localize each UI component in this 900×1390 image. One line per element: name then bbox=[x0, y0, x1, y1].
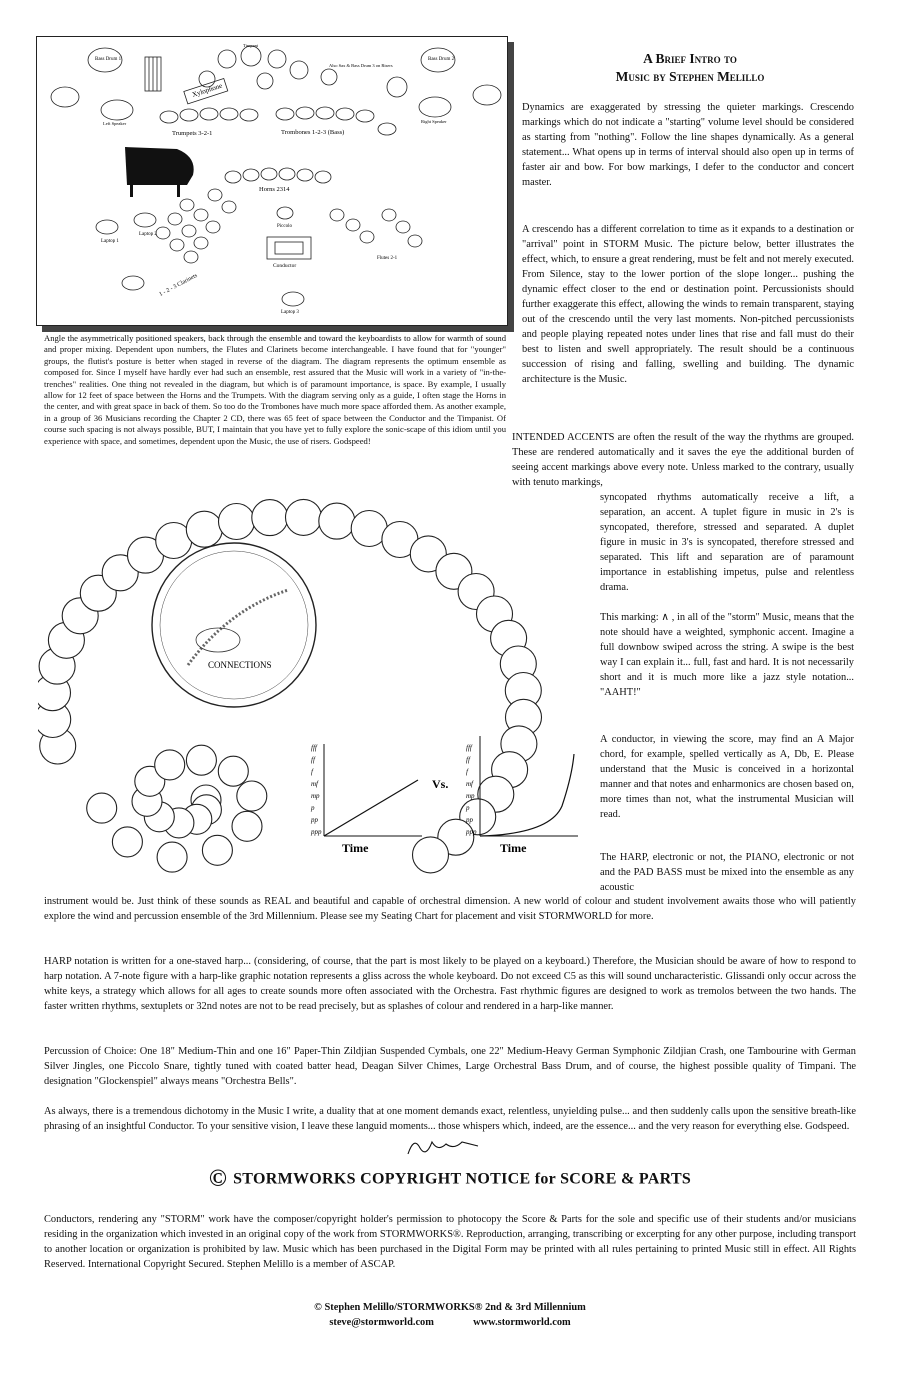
dynamic-level-label: p bbox=[311, 804, 315, 812]
xylophone-label: Xylophone bbox=[191, 81, 224, 99]
copyright-heading-text: STORMWORKS COPYRIGHT NOTICE for SCORE & PARTS bbox=[233, 1170, 692, 1188]
connection-node bbox=[319, 503, 355, 539]
dynamic-level-label: pp bbox=[311, 816, 318, 824]
copyright-symbol: © bbox=[208, 1166, 228, 1192]
intro-title bbox=[520, 50, 860, 86]
accents-paragraph-b: syncopated rhythms automatically receive a lift, a separation, an accent. A tuplet figure in music in 2's is syncopated, therefore, stressed and separated. A duplet figure in music in 3's is syncopated, therefore stressed and separated. This lift and separation are of paramount importance in establishing impetus, pulse and relentless drama. bbox=[600, 492, 854, 593]
bass-drum-1-label: Bass Drum 1 bbox=[95, 57, 122, 62]
aux-set-label: Also Sax & Bass Drum 3 on Risers bbox=[329, 63, 393, 68]
crescendo-paragraph: A crescendo has a different correlation to time as it expands to a destination or "arrival" point in STORM Music. The picture below, better illustrates the effect, which, to ensure a great rendering, must be felt and not merely executed. From Silence, stay to the lower portion of the slope longer... pushing the dynamic effect closer to the end or destination point. Percussionists should further exaggerate this effect, allowing the winds to remain transparent, staying out of the crescendo until the very last moments. Non-pitched percussionists and people playing repeated notes under lines that rise and fall must do their best to listen and swell appropriately. The result should be a continuous succession of rising and falling, swelling and building. The dynamic architecture is the Music. bbox=[522, 224, 854, 385]
right-speaker-label: Right Speaker bbox=[421, 119, 447, 124]
intro-title-line2: Music by Stephen Melillo bbox=[615, 69, 765, 84]
accent-marking-paragraph: This marking: ∧ , in all of the "storm" Music, means that the note should have a weighted, symphonic accent. Imagine a full downbow swiped across the string. A swipe is the best way I can explain it... full, fast and hard. It is not necessarily short and it is much more like a jazz style notation... "AAHT!" bbox=[600, 612, 854, 698]
dynamic-level-label: pp bbox=[466, 816, 473, 824]
dynamics-paragraph: Dynamics are exaggerated by stressing the quieter markings. Crescendo markings which do not indicate a "starting" volume level should be considered as starting from "nothing". Follow the line shapes dynamically. As a general statement... What opens up in terms of interval should also open up in terms of faster air and bow. For bow markings, I defer to the conductor and concert master. bbox=[522, 102, 854, 188]
conductor-paragraph: A conductor, in viewing the score, may find an A Major chord, for example, spelled vertically as A, Db, E. Please understand that the Music is conceived in a horizontal manner and that notes and enharmonics are chosen based on, more times than not, what the instrumental Musician will read. bbox=[600, 734, 854, 820]
dynamic-level-label: ppp bbox=[466, 828, 477, 836]
signature bbox=[404, 1134, 484, 1160]
dynamic-level-label: p bbox=[466, 804, 470, 812]
dynamic-level-label: mp bbox=[466, 792, 475, 800]
copyright-body: Conductors, rendering any "STORM" work have the composer/copyright holder's permission to photocopy the Score & Parts for the sole and specific use of their students and/or musicians residing in the organization which invested in an original copy of the work from STORMWORKS®. Reproduction, arranging, transcribing or excerpting for any other purpose, including transport to another location or organization is prohibited by law. Music which has been purchased in the Digital Form may be printed with all rules pertaining to printed Music still in effect. All Rights Reserved. International Copyright Secured. Stephen Melillo is a member of ASCAP. bbox=[44, 1214, 856, 1270]
percussion-paragraph: Percussion of Choice: One 18" Medium-Thin and one 16" Paper-Thin Zildjian Suspended Cymbals, one 22" Medium-Heavy German Symphonic Zildjian Crash, one Tambourine with German Silver Jingles, one Piccolo Snare, tightly tuned with coated batter head, Deagan Silver Chimes, Large Orchestral Bass Drum, and of course, the highest possible quality of Timpani. The designation "Glockenspiel" always means "Orchestra Bells". bbox=[44, 1046, 856, 1087]
spiral-node bbox=[218, 756, 248, 786]
spiral-node bbox=[112, 827, 142, 857]
trombones-label: Trombones 1-2-3 (Bass) bbox=[281, 129, 345, 136]
timpani-label: Timpani bbox=[243, 43, 259, 48]
footer-contact-line bbox=[200, 1315, 700, 1330]
seating-chart bbox=[36, 36, 508, 326]
dynamic-level-label: ff bbox=[311, 756, 315, 764]
harp-paragraph-a: The HARP, electronic or not, the PIANO, electronic or not and the PAD BASS must be mixed into the ensemble as any acoustic bbox=[600, 852, 854, 893]
flutes-label: Flutes 2-1 bbox=[377, 256, 398, 261]
time-label-left: Time bbox=[342, 841, 369, 855]
dynamic-level-label: mp bbox=[311, 792, 320, 800]
connection-node bbox=[219, 504, 255, 540]
dynamic-level-label: ppp bbox=[311, 828, 322, 836]
footer-email[interactable]: steve@stormworld.com bbox=[329, 1317, 434, 1328]
spiral-node bbox=[87, 793, 117, 823]
laptop-2-label: Laptop 2 bbox=[139, 232, 157, 237]
seating-caption: Angle the asymmetrically positioned speakers, back through the ensemble and toward the keyboardists to allow for warmth of sound and proper mixing. Dependent upon numbers, the Flutes and Clarinets become interchangeable. I have found that for "younger" groups, the flutist's posture is better when staged in reverse of the diagram. The diagram represents the optimum ensemble as composed for. Since I myself have hardly ever had such an ensemble, rest assured that the Music will work in a variety of "in-the-trenches" realities. One thing not revealed in the diagram, but which is of paramount importance, is space. By example, I usually allow for 12 feet of space between the Horns and the Trumpets. With the diagram serving only as a guide, I often stage the Horns in the center, and with great space in back of them. So too do the Trombones have much more space afforded them. As another example, in a group of 36 Musicians recording the Chapter 2 CD, there was 65 feet of space between the Conductor and the Timpanist. Of course such spacing is not always possible, BUT, I maintain that you have yet to fully explore the sonic-scape of this idiom until you experience with space, and sometimes, dependent upon the Music, the use of risers. Godspeed! bbox=[44, 333, 506, 446]
closing-paragraph: As always, there is a tremendous dichotomy in the Music I write, a duality that at one moment demands exact, relentless, unyielding pulse... and then suddenly calls upon the sensitive breath-like phrasing of an insightful Conductor. To your sensitive vision, I leave these languid moments... those whispers which, indeed, are the essence... and the very reason for everything else. Godspeed. bbox=[44, 1106, 856, 1132]
copyright-heading bbox=[170, 1166, 730, 1193]
spiral-node bbox=[202, 835, 232, 865]
dynamic-level-label: f bbox=[311, 768, 313, 776]
footer-copyright-line: © Stephen Melillo/STORMWORKS® 2nd & 3rd Millennium bbox=[314, 1302, 586, 1313]
intro-title-line1: A Brief Intro to bbox=[643, 51, 737, 66]
laptop-1-label: Laptop 1 bbox=[101, 239, 119, 244]
dynamic-level-label: ff bbox=[466, 756, 470, 764]
connection-node bbox=[186, 511, 222, 547]
left-speaker-label: Left Speaker bbox=[103, 121, 127, 126]
seating-chart-drawing bbox=[37, 37, 508, 326]
spiral-node bbox=[237, 781, 267, 811]
laptop-3-label: Laptop 3 bbox=[281, 310, 299, 315]
footer bbox=[200, 1300, 700, 1330]
bass-drum-2-label: Bass Drum 2 bbox=[428, 57, 455, 62]
connections-label: CONNECTIONS bbox=[208, 660, 272, 670]
clarinets-label: 1 - 2 - 3 Clarinets bbox=[158, 272, 199, 298]
horns-label: Horns 2314 bbox=[259, 186, 290, 193]
trumpets-label: Trumpets 3-2-1 bbox=[172, 130, 213, 137]
dynamics-graph bbox=[310, 736, 610, 856]
connection-node bbox=[252, 500, 288, 536]
dynamic-level-label: mf bbox=[466, 780, 473, 788]
dynamic-level-label: mf bbox=[311, 780, 318, 788]
conductor-label: Conductor bbox=[273, 263, 297, 269]
dynamic-level-label: fff bbox=[311, 744, 317, 752]
dynamic-level-label: fff bbox=[466, 744, 472, 752]
vs-label: Vs. bbox=[432, 777, 449, 791]
accents-paragraph-a: INTENDED ACCENTS are often the result of the way the rhythms are grouped. These are rendered automatically and it saves the eye the additional burden of seeing accent markings above every note. Unless marked to the contrary, usually with tenuto markings, bbox=[512, 432, 854, 488]
footer-website[interactable]: www.stormworld.com bbox=[473, 1317, 571, 1328]
harp-notation-paragraph: HARP notation is written for a one-staved harp... (considering, of course, that the part is most likely to be played on a keyboard.) Therefore, the Musician should be aware of how to respond to harp notation. A 7-note figure with a harp-like graphic notation represents a gliss across the whole keyboard. Do not exceed C5 as this will sound uncharacteristic. Glissandi only occur across the white keys, a strategy which allows for all ages to create sounds more often associated with the Orchestra. Fast rhythmic figures are designed to work as tremolos between the two hands. The faster written rhythms, sextuplets or 32nd notes are not to be read precisely, but as splashes of colour and rendered in a harp-like manner. bbox=[44, 956, 856, 1012]
spiral-node bbox=[186, 745, 216, 775]
spiral-node bbox=[155, 750, 185, 780]
spiral-node bbox=[157, 842, 187, 872]
piccolo-label: Piccolo bbox=[277, 224, 292, 229]
spiral-node bbox=[232, 811, 262, 841]
time-label-right: Time bbox=[500, 841, 527, 855]
dynamic-level-label: f bbox=[466, 768, 468, 776]
connection-node bbox=[286, 499, 322, 535]
harp-paragraph-b: instrument would be. Just think of these sounds as REAL and beautiful and capable of orchestral dimension. A new world of colour and student involvement awaits those who will patiently explore the wind and percussion ensemble of the 3rd Millennium. Please see my Seating Chart for placement and visit STORMWORLD for more. bbox=[44, 896, 856, 922]
